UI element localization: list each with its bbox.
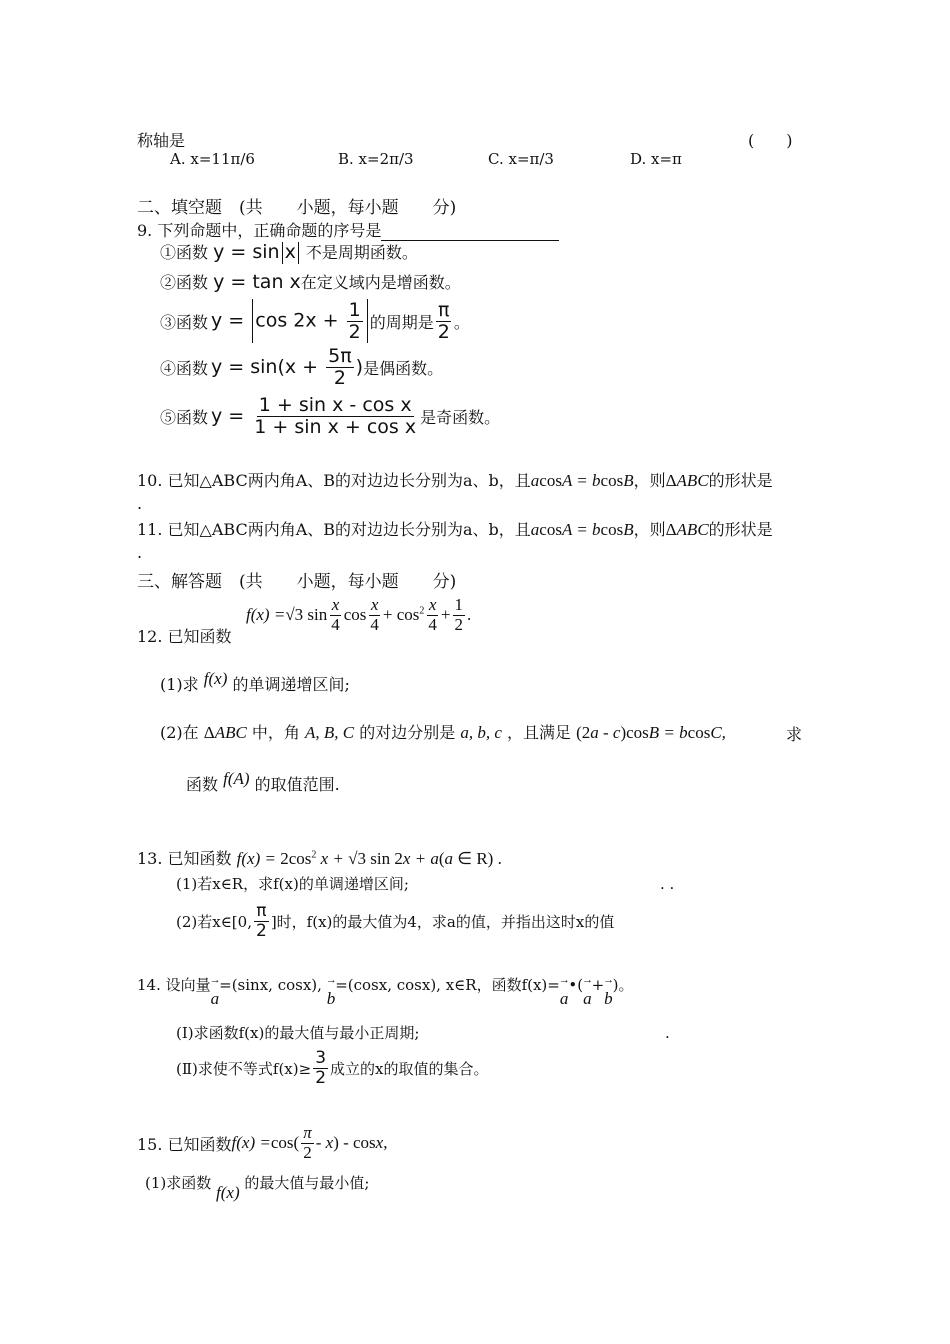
q9-item-4-formula: y = sin(x + $\frac{5\pi}{2}$ ) — [211, 344, 364, 389]
q12-part-2-triangle: ΔABC — [203, 723, 247, 742]
q9-item-1-label: ①函数 — [160, 243, 209, 262]
q12-part-2-mid1: 中，角 — [251, 723, 300, 742]
q9-item-2-text: 在定义域内是增函数。 — [300, 273, 461, 292]
q14-vector-a-3: a → — [582, 974, 594, 1008]
vector-arrow-icon: → — [582, 974, 594, 986]
q14-stem-end: )。 — [612, 976, 634, 994]
q15-stem-text: 15. 已知函数 — [137, 1134, 232, 1154]
q14-vector-a-2: a → — [558, 974, 570, 1008]
q14-vector-b-2: b → — [603, 974, 615, 1008]
section-3-title: 三、解答题 (共 小题，每小题 分) — [137, 572, 457, 592]
q12-part-2-mid3: ，且满足 — [506, 723, 571, 742]
q8-option-b: B. x=2π/3 — [338, 150, 414, 168]
q15-part-1 — [145, 1172, 370, 1202]
q9-item-3-label: ③函数 — [160, 312, 209, 332]
q13-stem — [137, 846, 502, 869]
q9-stem-text: 9. 下列命题中，正确命题的序号是 — [137, 221, 382, 240]
q12-part-1-fx: f(x) — [203, 669, 228, 688]
q9-item-5-label: ⑤函数 — [160, 407, 209, 427]
q15-part-1-post: 的最大值与最小值; — [244, 1174, 370, 1192]
q13-part-2-post: ]时，f(x)的最大值为4，求a的值，并指出这时x的值 — [270, 912, 615, 931]
q12-part-2-angles: A, B, C — [305, 723, 355, 742]
q9-stem — [137, 218, 559, 241]
q11-text-mid: ，则 — [633, 520, 666, 539]
q12-part-2-sides: a, b, c — [460, 723, 502, 742]
q14-stem-mid2: =(cosx, cosx), x∈R，函数f(x)= — [335, 976, 560, 994]
q12-part-1-post: 的单调递增区间; — [232, 675, 350, 694]
q14-vector-a: a → — [209, 974, 221, 1008]
q8-option-c: C. x=π/3 — [488, 150, 554, 168]
q12-part-1-pre: (1)求 — [160, 675, 199, 694]
q14-stem-mid1: =(sinx, cosx), — [219, 976, 322, 994]
vector-arrow-icon: → — [603, 974, 615, 986]
q10-text-pre: 10. 已知△ABC两内角A、B的对边边长分别为a、b，且 — [137, 471, 531, 490]
q11-text-post: 的形状是 — [708, 520, 773, 539]
q14-part-1: (Ⅰ)求函数f(x)的最大值与最小正周期; — [176, 1024, 420, 1042]
q15-function: f(x) = cos( $\frac{\pi}{2}$ - x ) - cos x , — [231, 1122, 388, 1162]
q13-part-2-frac: $\frac{\pi}{2}$ — [255, 900, 267, 941]
q9-item-1-formula: y = sin x — [213, 241, 301, 263]
q11-triangle: ΔABC — [665, 520, 709, 539]
q14-part-2-pre: (Ⅱ)求使不等式f(x)≥ — [176, 1059, 312, 1078]
q9-item-5 — [160, 392, 500, 440]
q10-dot: . — [137, 494, 143, 513]
q9-item-4 — [160, 344, 443, 390]
q14-part-2-post: 成立的x的取值的集合。 — [330, 1059, 489, 1078]
q12-part-1 — [160, 669, 350, 695]
q9-item-5-text: 是奇函数。 — [420, 407, 501, 427]
q9-answer-blank[interactable] — [381, 224, 559, 241]
q12-part-2-fA: f(A) — [223, 769, 250, 788]
q9-item-3-period: $\frac{\pi}{2}$ — [437, 298, 450, 343]
q9-item-4-label: ④函数 — [160, 358, 209, 378]
q12-part-2-mid2: 的对边分别是 — [359, 723, 456, 742]
q9-item-2 — [160, 270, 461, 293]
q14-stem-mid3: •( — [568, 976, 584, 994]
q14-vector-b: b → — [325, 974, 337, 1008]
section-2-title: 二、填空题 (共 小题，每小题 分) — [137, 198, 457, 218]
q12-stem: 12. 已知函数 — [137, 627, 232, 646]
vector-arrow-icon: → — [209, 974, 221, 986]
q15-part-1-fx: f(x) — [216, 1183, 240, 1202]
q8-answer-paren: ( ) — [748, 131, 793, 150]
q9-item-3-text: 的周期是 — [369, 312, 434, 332]
q12-part-2-pre: (2)在 — [160, 723, 199, 742]
q13-part-1: (1)若x∈R，求f(x)的单调递增区间; — [176, 875, 409, 893]
q9-item-4-text: 是偶函数。 — [363, 358, 444, 378]
q11-text-pre: 11. 已知△ABC两内角A、B的对边边长分别为a、b，且 — [137, 520, 531, 539]
q12-part-2 — [160, 720, 726, 743]
q12-part-2-line2-pre: 函数 — [186, 775, 219, 794]
q14-part-1-dot: . — [665, 1024, 670, 1042]
q12-part-2-line2 — [186, 769, 340, 795]
q10-text-mid: ，则 — [633, 471, 666, 490]
q13-function: $f(x) = 2\cos^2$ x + √3 sin 2x + a(a ∈ R) . — [236, 849, 502, 868]
q12-function: f(x) = √3 sin $\frac{x}{4}$ cos $\frac{x}{4}$ + $\cos^2$ $\frac{x}{4}$ + $\frac{1}{2}$ . — [246, 594, 472, 634]
q8-option-d: D. x=π — [630, 150, 682, 168]
q9-item-3-formula: y = cos 2x + $\frac{1}{2}$ — [211, 299, 370, 343]
q14-part-2 — [176, 1045, 488, 1091]
vector-arrow-icon: → — [325, 974, 337, 986]
q8-option-a: A. x=11π/6 — [170, 150, 255, 168]
q13-part-2 — [176, 898, 614, 944]
q15-stem — [137, 1120, 387, 1166]
q13-part-1-dots: . . — [660, 875, 675, 893]
q8-stem-tail: 称轴是 — [137, 131, 186, 150]
q9-item-1-text: 不是周期函数。 — [305, 243, 418, 262]
q9-item-2-formula: y = tan x — [213, 271, 301, 293]
q12-part-2-line2-post: 的取值范围. — [254, 775, 340, 794]
q9-item-3-end: 。 — [453, 312, 470, 332]
q14-stem-mid4: + — [591, 976, 605, 994]
vector-arrow-icon: → — [558, 974, 570, 986]
q9-item-3 — [160, 298, 470, 344]
q10-triangle: ΔABC — [665, 471, 709, 490]
q12-part-2-condition: (2a - c)cosB = bcosC, — [576, 723, 726, 742]
q9-item-2-label: ②函数 — [160, 273, 209, 292]
q11-condition: acosA = bcosB — [530, 520, 634, 539]
q14-stem-pre: 14. 设向量 — [137, 976, 211, 994]
q11 — [137, 517, 773, 540]
q9-item-1 — [160, 240, 418, 264]
q13-stem-text: 13. 已知函数 — [137, 849, 232, 868]
q14-part-2-frac: $\frac{3}{2}$ — [315, 1047, 327, 1088]
q10-condition: acosA = bcosB — [530, 471, 634, 490]
q15-part-1-pre: (1)求函数 — [145, 1174, 212, 1192]
q12-part-2-end: 求 — [786, 725, 803, 744]
q10 — [137, 468, 773, 491]
q11-dot: . — [137, 543, 143, 562]
q10-text-post: 的形状是 — [708, 471, 773, 490]
q13-part-2-pre: (2)若x∈[0, — [176, 912, 252, 931]
q9-item-5-formula: y = $\frac{\text{1 + sin x - cos x}}{\text{1 + sin x + cos x}}$ — [211, 393, 417, 438]
q14-stem — [137, 974, 634, 1008]
